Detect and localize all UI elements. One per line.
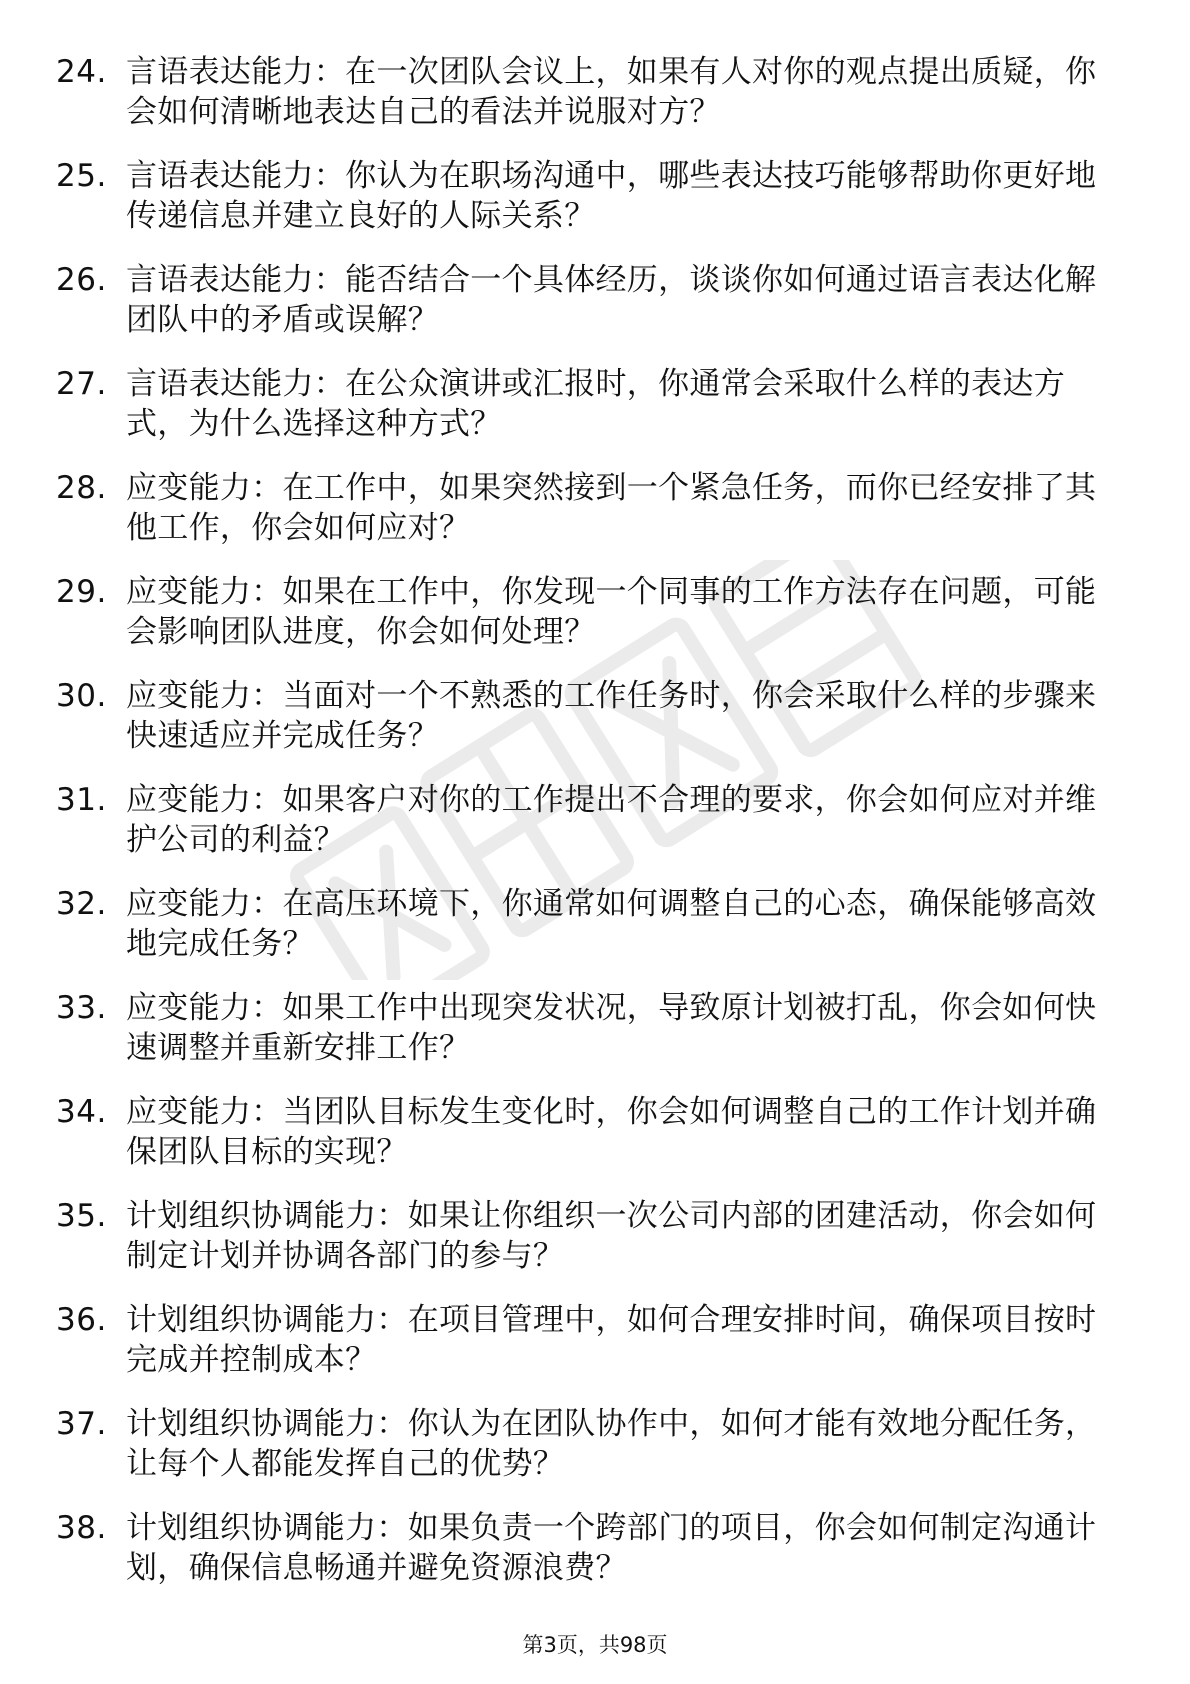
question-list xyxy=(56,52,1126,1612)
question-text: 应变能力：如果客户对你的工作提出不合理的要求，你会如何应对并维护公司的利益？ xyxy=(126,782,1097,858)
question-text: 应变能力：在高压环境下，你通常如何调整自己的心态，确保能够高效地完成任务？ xyxy=(126,886,1097,962)
question-number: 29. xyxy=(56,574,107,610)
question-text: 计划组织协调能力：在项目管理中，如何合理安排时间，确保项目按时完成并控制成本？ xyxy=(126,1302,1097,1378)
question-item xyxy=(56,260,1126,364)
question-number: 26. xyxy=(56,262,107,298)
question-item xyxy=(56,52,1126,156)
question-text: 计划组织协调能力：如果负责一个跨部门的项目，你会如何制定沟通计划，确保信息畅通并避免资源浪费？ xyxy=(126,1510,1097,1586)
question-item xyxy=(56,1092,1126,1196)
question-text: 言语表达能力：在公众演讲或汇报时，你通常会采取什么样的表达方式，为什么选择这种方式？ xyxy=(126,366,1065,442)
question-number: 35. xyxy=(56,1198,107,1234)
question-number: 28. xyxy=(56,470,107,506)
question-item xyxy=(56,676,1126,780)
question-text: 应变能力：如果工作中出现突发状况，导致原计划被打乱，你会如何快速调整并重新安排工作？ xyxy=(126,990,1097,1066)
question-text: 应变能力：当团队目标发生变化时，你会如何调整自己的工作计划并确保团队目标的实现？ xyxy=(126,1094,1097,1170)
question-number: 38. xyxy=(56,1510,107,1546)
question-text: 应变能力：如果在工作中，你发现一个同事的工作方法存在问题，可能会影响团队进度，你会如何处理？ xyxy=(126,574,1097,650)
question-item xyxy=(56,572,1126,676)
question-number: 32. xyxy=(56,886,107,922)
question-text: 言语表达能力：你认为在职场沟通中，哪些表达技巧能够帮助你更好地传递信息并建立良好的人际关系？ xyxy=(126,158,1097,234)
question-number: 34. xyxy=(56,1094,107,1130)
question-item xyxy=(56,780,1126,884)
question-number: 31. xyxy=(56,782,107,818)
page-number-footer: 第3页，共98页 xyxy=(522,1633,668,1657)
question-number: 33. xyxy=(56,990,107,1026)
question-item xyxy=(56,1300,1126,1404)
question-item xyxy=(56,1196,1126,1300)
question-number: 36. xyxy=(56,1302,107,1338)
question-item xyxy=(56,988,1126,1092)
question-text: 应变能力：在工作中，如果突然接到一个紧急任务，而你已经安排了其他工作，你会如何应对？ xyxy=(126,470,1097,546)
question-text: 言语表达能力：在一次团队会议上，如果有人对你的观点提出质疑，你会如何清晰地表达自己的看法并说服对方？ xyxy=(126,54,1097,130)
question-item xyxy=(56,1508,1126,1612)
question-item xyxy=(56,468,1126,572)
question-item xyxy=(56,884,1126,988)
question-number: 37. xyxy=(56,1406,107,1442)
question-number: 27. xyxy=(56,366,107,402)
question-text: 应变能力：当面对一个不熟悉的工作任务时，你会采取什么样的步骤来快速适应并完成任务？ xyxy=(126,678,1097,754)
question-text: 计划组织协调能力：你认为在团队协作中，如何才能有效地分配任务，让每个人都能发挥自己的优势？ xyxy=(126,1406,1097,1482)
question-text: 言语表达能力：能否结合一个具体经历，谈谈你如何通过语言表达化解团队中的矛盾或误解？ xyxy=(126,262,1097,338)
question-text: 计划组织协调能力：如果让你组织一次公司内部的团建活动，你会如何制定计划并协调各部门的参与？ xyxy=(126,1198,1097,1274)
question-number: 30. xyxy=(56,678,107,714)
question-item xyxy=(56,1404,1126,1508)
question-number: 24. xyxy=(56,54,107,90)
question-item xyxy=(56,156,1126,260)
question-number: 25. xyxy=(56,158,107,194)
question-item xyxy=(56,364,1126,468)
